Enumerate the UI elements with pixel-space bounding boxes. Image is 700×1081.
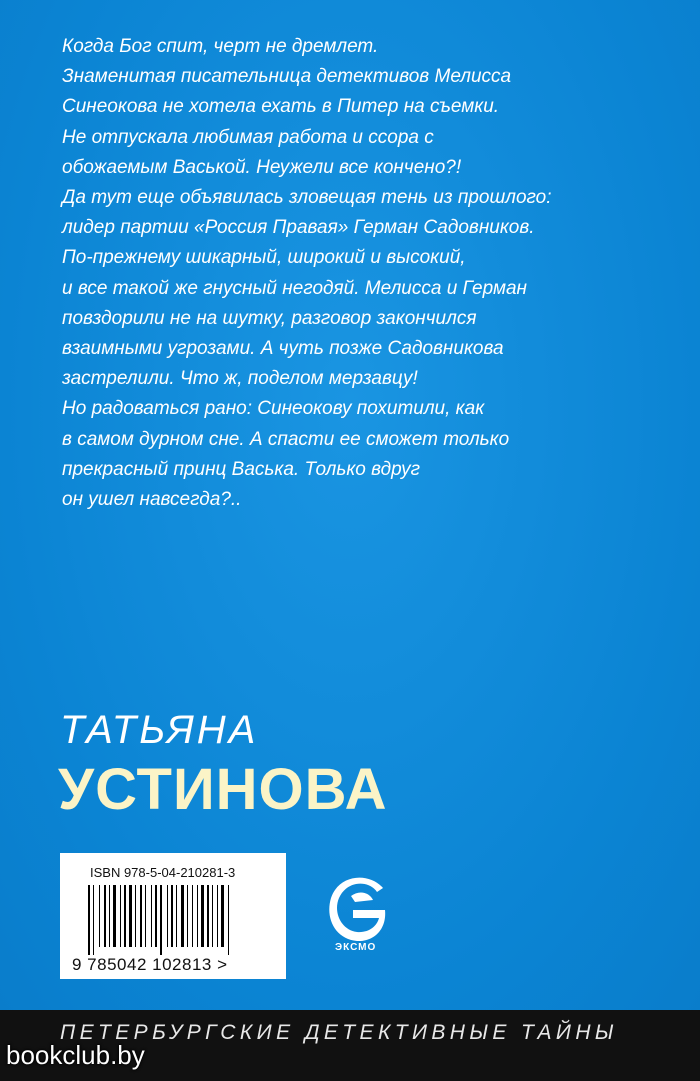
barcode-bar [140,885,142,947]
barcode-bar [143,885,144,947]
barcode-bar [217,885,218,947]
blurb-line: застрелили. Что ж, поделом мерзавцу! [62,368,418,390]
blurb-line: он ушел навсегда?.. [62,489,242,511]
blurb-line: обожаемым Васькой. Неужели все кончено?! [62,156,462,178]
barcode-bar [171,885,173,947]
blurb-line: Не отпускала любимая работа и ссора с [62,126,434,148]
barcode-bar [107,885,108,947]
barcode-bar [153,885,154,947]
barcode-bar [174,885,175,947]
barcode-bar [124,885,126,947]
blurb-line: Да тут еще объявилась зловещая тень из прошлого: [62,187,552,209]
barcode-bar [199,885,200,947]
isbn-barcode-box [60,853,286,979]
barcode-bar [207,885,209,947]
blurb-line: Когда Бог спит, черт не дремлет. [62,36,379,57]
barcode-bar [88,885,90,955]
blurb-line: Но радоваться рано: Синеокову похитили, как [62,398,485,420]
barcode-bar [189,885,191,947]
blurb-line: и все такой же гнусный негодяй. Мелисса и Герман [62,277,528,299]
barcode-bar [133,885,134,947]
barcode-bar [214,885,216,947]
barcode-digits: 9 785042 102813 > [72,955,228,974]
watermark: bookclub.by [6,1040,145,1070]
barcode-bar [120,885,121,947]
barcode-bar [219,885,220,947]
barcode-bar [163,885,166,955]
blurb-line: лидер партии «Россия Правая» Герман Садовников. [62,217,535,239]
barcode-bar [194,885,196,947]
barcode-bar [113,885,116,947]
barcode-bar [230,885,232,955]
barcode-bar [228,885,229,955]
blurb-line: взаимными угрозами. А чуть позже Садовникова [62,338,504,360]
barcode-bar [145,885,146,947]
series-title: ПЕТЕРБУРГСКИЕ ДЕТЕКТИВНЫЕ ТАЙНЫ [60,1021,618,1044]
barcode-bar [101,885,103,947]
barcode-bar [205,885,206,947]
barcode-bar [167,885,168,947]
barcode-bar [210,885,211,947]
barcode-bar [212,885,213,947]
author-last-name: УСТИНОВА [58,757,388,822]
blurb-line: повздорили не на шутку, разговор закончился [62,307,477,329]
barcode-bar [99,885,100,947]
barcode-bar [187,885,188,947]
barcode-bar [151,885,152,947]
barcode-bar [127,885,128,947]
barcode-bar [192,885,193,947]
barcode-bar [135,885,136,947]
isbn-label: ISBN 978-5-04-210281-3 [90,865,236,880]
barcode-bar [137,885,139,947]
barcode-icon [88,885,268,955]
barcode-bar [117,885,119,947]
barcode-bar [93,885,94,955]
blurb-line: Синеокова не хотела ехать в Питер на съемки. [62,96,500,118]
barcode-bar [147,885,150,947]
barcode-bar [104,885,106,947]
barcode-bar [109,885,110,947]
barcode-bar [158,885,159,955]
barcode-bar [160,885,162,955]
barcode-bar [221,885,224,947]
barcode-bar [185,885,186,947]
barcode-bar [122,885,123,947]
blurb-line: прекрасный принц Васька. Только вдруг [62,458,420,480]
barcode-bar [95,885,98,947]
barcode-bar [91,885,92,955]
barcode-bar [181,885,184,947]
blurb-line: Знаменитая писательница детективов Мелисса [62,66,512,88]
blurb-line: По-прежнему шикарный, широкий и высокий, [62,247,466,269]
barcode-bar [197,885,198,947]
barcode-bar [129,885,132,947]
blurb-line: в самом дурном сне. А спасти ее сможет только [62,428,510,450]
barcode-bar [169,885,170,947]
publisher-name: ЭКСМО [335,942,377,953]
barcode-bar [111,885,112,947]
author-first-name: ТАТЬЯНА [60,708,259,752]
barcode-bar [176,885,177,947]
barcode-bar [155,885,157,947]
barcode-bar [225,885,227,955]
blurb-text [62,32,662,515]
barcode-bar [201,885,204,947]
barcode-bar [178,885,180,947]
